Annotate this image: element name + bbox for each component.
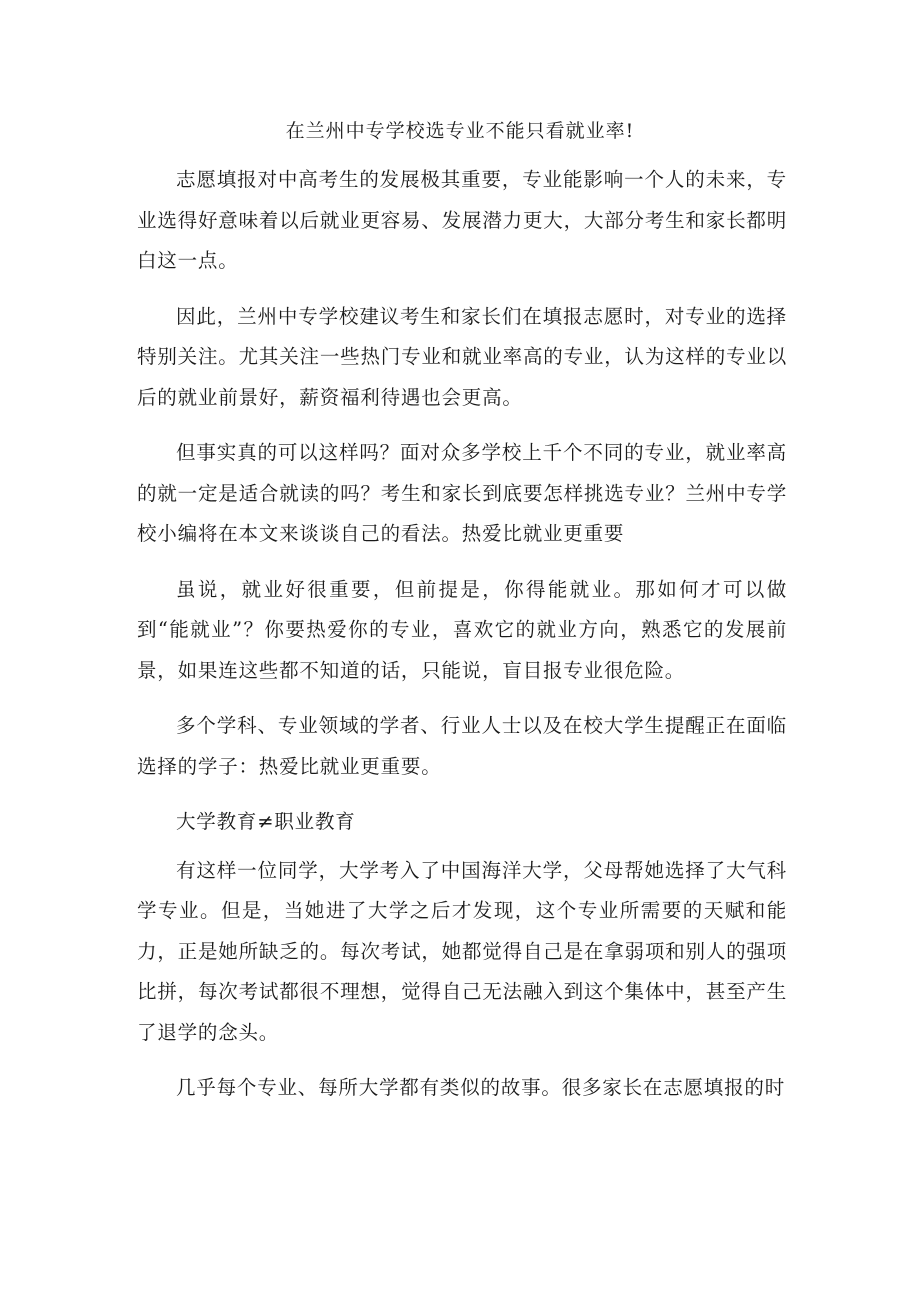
paragraph-6: 有这样一位同学，大学考入了中国海洋大学，父母帮她选择了大气科学专业。但是，当她进了大学之后才发现，这个专业所需要的天赋和能力，正是她所缺乏的。每次考试，她都觉得自己是在拿弱项和别人的强项比拼，每次考试都很不理想，觉得自己无法融入到这个集体中，甚至产生了退学的念头。 [137, 858, 787, 1044]
paragraph-7: 几乎每个专业、每所大学都有类似的故事。很多家长在志愿填报的时 [176, 1076, 786, 1099]
section-heading: 大学教育≠职业教育 [176, 810, 356, 833]
paragraph-1: 志愿填报对中高考生的发展极其重要，专业能影响一个人的未来，专业选得好意味着以后就业更容易、发展潜力更大，大部分考生和家长都明白这一点。 [137, 168, 787, 272]
document-title: 在兰州中专学校选专业不能只看就业率! [285, 120, 635, 142]
document-body [137, 160, 787, 1124]
paragraph-4: 虽说，就业好很重要，但前提是，你得能就业。那如何才可以做到“能就业”？你要热爱你的专业，喜欢它的就业方向，熟悉它的发展前景，如果连这些都不知道的话，只能说，盲目报专业很危险。 [137, 577, 787, 682]
paragraph-3: 但事实真的可以这样吗？面对众多学校上千个不同的专业，就业率高的就一定是适合就读的吗？考生和家长到底要怎样挑选专业？兰州中专学校小编将在本文来谈谈自己的看法。热爱比就业更重要 [137, 441, 787, 545]
paragraph-2: 因此，兰州中专学校建议考生和家长们在填报志愿时，对专业的选择特别关注。尤其关注一些热门专业和就业率高的专业，认为这样的专业以后的就业前景好，薪资福利待遇也会更高。 [137, 304, 787, 409]
paragraph-5: 多个学科、专业领域的学者、行业人士以及在校大学生提醒正在面临选择的学子：热爱比就业更重要。 [137, 714, 787, 778]
